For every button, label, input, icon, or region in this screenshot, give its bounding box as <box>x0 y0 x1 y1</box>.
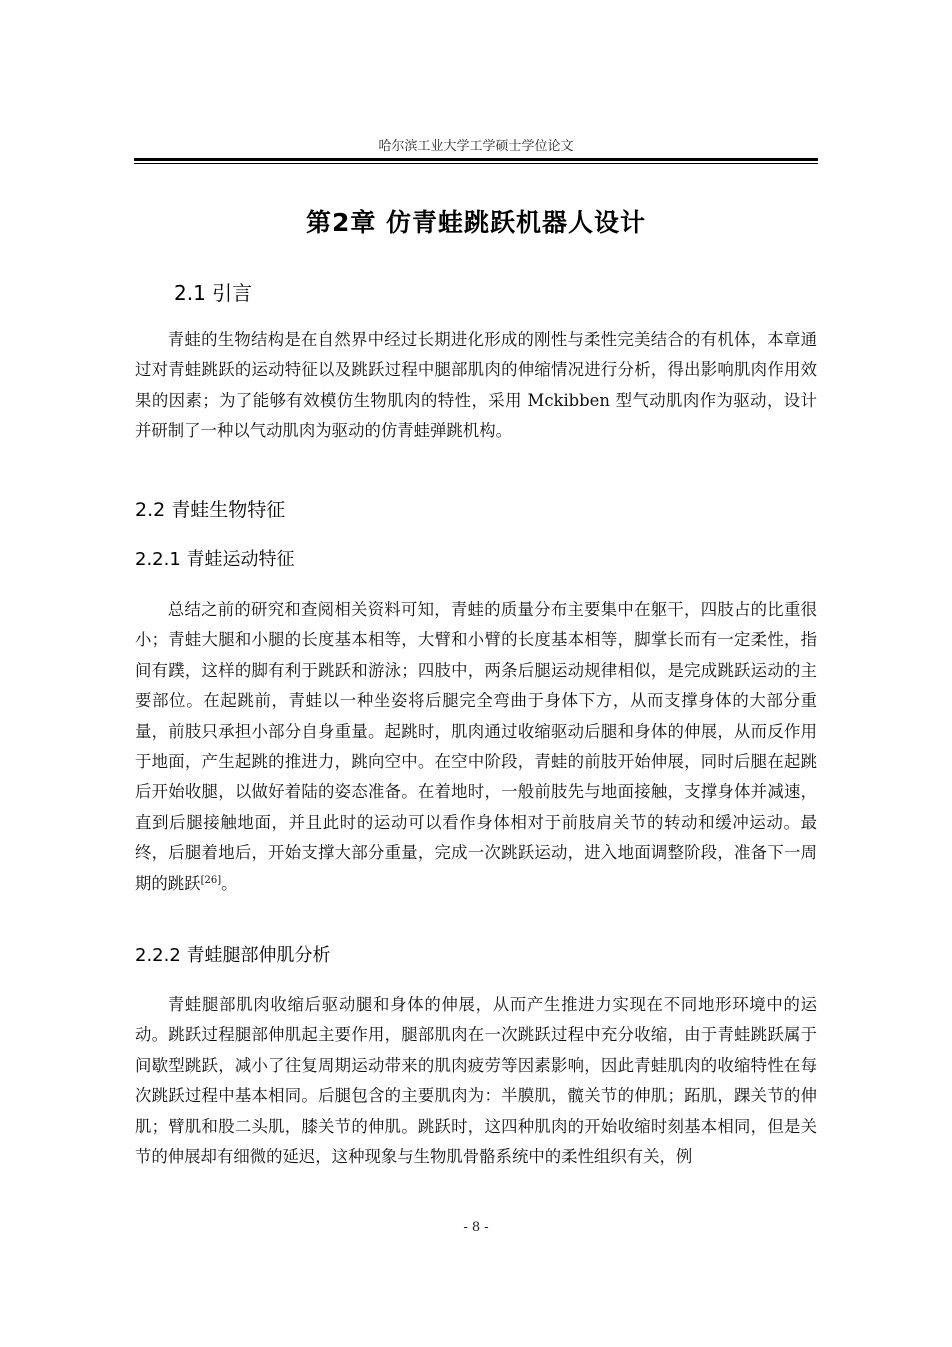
chapter-title: 第2章 仿青蛙跳跃机器人设计 <box>305 208 647 237</box>
header-rule-thin <box>134 163 818 164</box>
paragraph-motion-end: 。 <box>221 873 238 893</box>
paragraph-introduction: 青蛙的生物结构是在自然界中经过长期进化形成的刚性与柔性完美结合的有机体，本章通过对青蛙跳跃的运动特征以及跳跃过程中腿部肌肉的伸缩情况进行分析，得出影响肌肉作用效果的因素；为了能够有效模仿生物肌肉的特性，采用 Mckibben 型气动肌肉作为驱动，设计并研制了一种以气动肌肉为驱动的仿青蛙弹跳机构。 <box>135 330 817 441</box>
section-heading-2-2-2: 2.2.2 青蛙腿部伸肌分析 <box>135 945 331 966</box>
paragraph-leg-muscle-analysis: 青蛙腿部肌肉收缩后驱动腿和身体的伸展，从而产生推进力实现在不同地形环境中的运动。跳跃过程腿部伸肌起主要作用，腿部肌肉在一次跳跃过程中充分收缩，由于青蛙跳跃属于间歇型跳跃，减小了往复周期运动带来的肌肉疲劳等因素影响，因此青蛙肌肉的收缩特性在每次跳跃过程中基本相同。后腿包含的主要肌肉为：半膜肌，髋关节的伸肌；跖肌，踝关节的伸肌；臂肌和股二头肌，膝关节的伸肌。跳跃时，这四种肌肉的开始收缩时刻基本相同，但是关节的伸展却有细微的延迟，这种现象与生物肌骨骼系统中的柔性组织有关，例 <box>135 995 817 1167</box>
citation-26: [26] <box>200 874 222 886</box>
running-header: 哈尔滨工业大学工学硕士学位论文 <box>378 139 574 154</box>
header-rule-thick <box>134 158 818 161</box>
paragraph-motion-text: 总结之前的研究和查阅相关资料可知，青蛙的质量分布主要集中在躯干，四肢占的比重很小；青蛙大腿和小腿的长度基本相等，大臂和小臂的长度基本相等，脚掌长而有一定柔性，指间有蹼，这样的脚有利于跳跃和游泳；四肢中，两条后腿运动规律相似，是完成跳跃运动的主要部位。在起跳前，青蛙以一种坐姿将后腿完全弯曲于身体下方，从而支撑身体的大部分重量，前肢只承担小部分自身重量。起跳时，肌肉通过收缩驱动后腿和身体的伸展，从而反作用于地面，产生起跳的推进力，跳向空中。在空中阶段，青蛙的前肢开始伸展，同时后腿在起跳后开始收腿，以做好着陆的姿态准备。在着地时，一般前肢先与地面接触，支撑身体并减速，直到后腿接触地面，并且此时的运动可以看作身体相对于前肢肩关节的转动和缓冲运动。最终，后腿着地后，开始支撑大部分重量，完成一次跳跃运动，进入地面调整阶段，准备下一周期的跳跃 <box>135 600 817 893</box>
section-heading-2-2: 2.2 青蛙生物特征 <box>135 499 286 521</box>
section-heading-2-1: 2.1 引言 <box>174 281 253 305</box>
section-heading-2-2-1: 2.2.1 青蛙运动特征 <box>135 549 295 570</box>
paragraph-motion-features <box>135 595 817 899</box>
page-number: - 8 - <box>463 1220 489 1235</box>
